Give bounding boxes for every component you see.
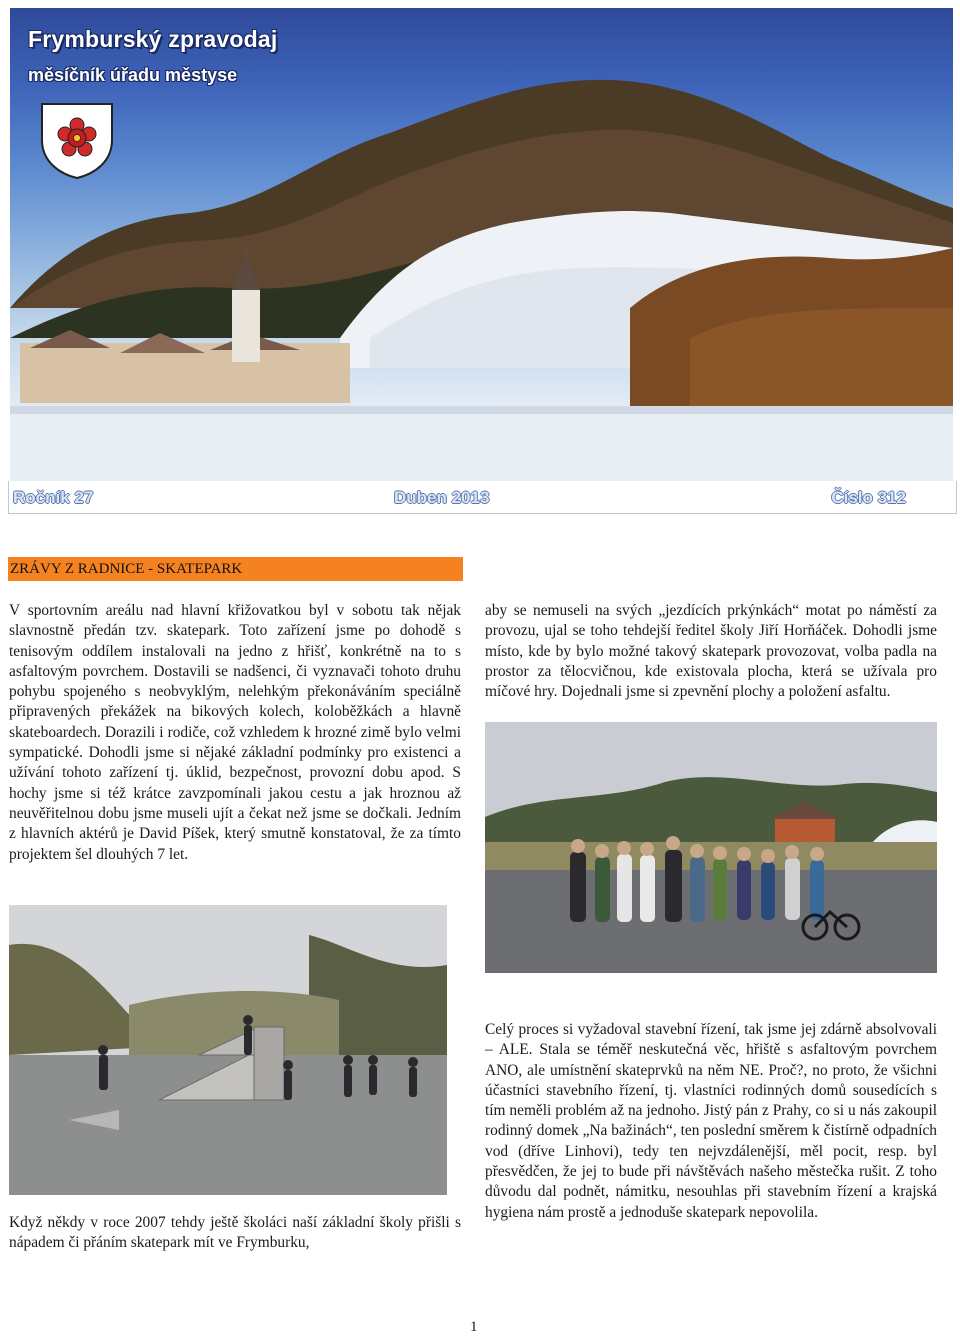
issue-date: Duben 2013 xyxy=(394,488,490,507)
article-heading: ZRÁVY Z RADNICE - SKATEPARK xyxy=(8,557,463,581)
issue-number: Číslo 312 xyxy=(831,488,906,507)
volume-label: Ročník 27 xyxy=(13,488,94,507)
article-paragraph-right-1: aby se nemuseli na svých „jezdících prkýnkách“ motat po náměstí za provozu, ujal se toho tehdejší ředitel školy Jiří Horňáček. Dohodli jsme místo, kde by bylo možné takový skatepark provozovat, volba padla na prostor za tělocvičnou, kde existovala plocha, která se užívala pro míčové hry. Dojednali jsme si zpevnění plochy a položení asfaltu. xyxy=(485,602,937,701)
page-number: 1 xyxy=(470,1319,478,1335)
article-paragraph-left-2: Když někdy v roce 2007 tehdy ještě školáci naší základní školy přišli s nápadem či přáním skatepark mít ve Frymburku, xyxy=(9,1214,461,1252)
skatepark-photo xyxy=(9,905,447,1195)
town-crest-icon xyxy=(38,100,116,180)
issue-info-bar xyxy=(8,481,957,514)
article-paragraph-left-1: V sportovním areálu nad hlavní křižovatkou byl v sobotu tak nějak slavnostně předán tzv. skatepark. Toto zařízení jsme po dohodě s tenisovým oddílem instalovali na jedno z hřišť, konkrétně na to s asfaltovým povrchem. Dostavili se nadšenci, či vyznavači tohoto druhu pohybu spojeného s neobvyklým, nelehkým překonáváním speciálně připravených překážek na bikových kolech, koloběžkách a hlavně skateboardech. Dorazili i rodiče, což vzhledem k hrozné zimě bylo velmi sympatické. Dohodli jsme si nějaké základní podmínky pro existenci a užívání tohoto zařízení tj. úklid, bezpečnost, provozní dobu apod. S hochy jsme si též krátce zavzpomínali jakou cestu a jak hroznou až neuvěřitelnou dobu jsme museli ujít a čekat než jsme se dočkali. Jedním z hlavních aktérů je David Píšek, který smutně konstatoval, že za tímto projektem šel dlouhých 7 let. xyxy=(9,602,461,863)
newsletter-title: Frymburský zpravodaj xyxy=(28,26,278,52)
newsletter-subtitle: měsíčník úřadu městyse xyxy=(28,65,238,85)
masthead-banner xyxy=(10,8,953,481)
article-paragraph-right-2: Celý proces si vyžadoval stavební řízení, tak jsme jej zdárně absolvovali – ALE. Stala se téměř neskutečná věc, hřiště s asfaltovým povrchem ANO, ale umístnění skateprvků na něm NE. Proč?, no proto, že všichni účastníci stavebního řízení, tj. vlastníci rodinných domů sousedících s tím neměli problém až na jednoho. Jistý pán z Prahy, co si u nás zakoupil rodinný domek „Na bažinách“, ten poslední směrem k čistírně odpadních vod (dříve Linhovi), tedy ten nejvzdálenější, měl pocit, resp. byl přesvědčen, že jej to bude při návštěvách našeho městečka rušit. Z toho důvodu dal podnět, námitku, nesouhlas při stavebním řízení a krajská hygiena nám prostě a jednoduše skatepark nepovolila. xyxy=(485,1021,937,1221)
group-photo xyxy=(485,722,937,973)
